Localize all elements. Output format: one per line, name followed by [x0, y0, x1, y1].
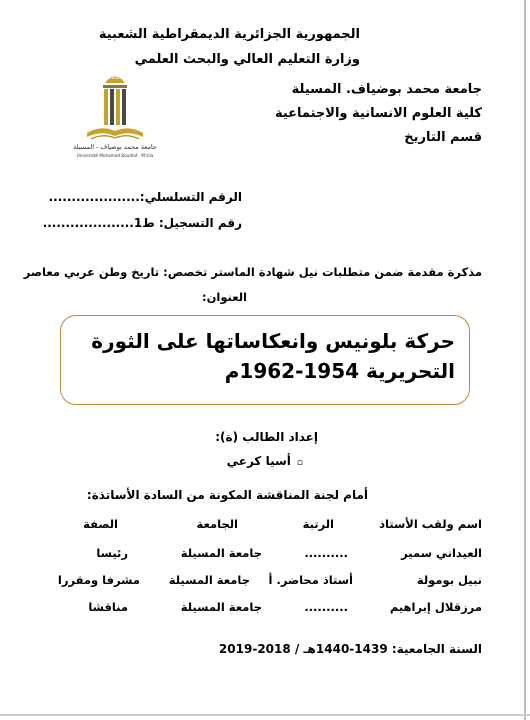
student-label: إعداد الطالب (ة):: [215, 430, 318, 444]
committee-intro: أمام لجنة المناقشة المكونة من السادة الأساتذة:: [86, 488, 368, 502]
republic-line: الجمهورية الجزائرية الديمقراطية الشعبية: [98, 27, 360, 42]
table-row-2-rank: أستاذ محاضر. أ: [268, 573, 353, 587]
table-row-1-role: رئيسا: [96, 546, 128, 560]
academic-year: السنة الجامعية: 1439-1440هـ / 2018-2019: [218, 642, 482, 656]
table-row-3-role: مناقشا: [88, 600, 128, 614]
university-logo: [65, 65, 195, 160]
table-row-3-university: جامعة المسيلة: [180, 600, 262, 614]
title-label: العنوان:: [201, 290, 247, 304]
student-row: [227, 454, 303, 468]
page-border-right: [524, 0, 526, 720]
table-row-2-name: نبيل بومولة: [416, 573, 482, 587]
ministry-line: وزارة التعليم العالي والبحث العلمي: [134, 52, 360, 67]
thesis-title-box: [60, 315, 470, 405]
table-row-2-role: مشرفا ومقررا: [57, 573, 140, 587]
table-row-1-university: جامعة المسيلة: [180, 546, 262, 560]
table-row-1-name: العيداني سمير: [401, 546, 482, 560]
page-border-bottom: [0, 714, 530, 716]
table-row-3-rank: ..........: [304, 600, 348, 614]
serial-number: الرقم التسلسلي:....................: [48, 190, 242, 204]
thesis-intro: مذكرة مقدمة ضمن متطلبات نيل شهادة الماستر تخصص: تاريخ وطن عربي معاصر: [23, 265, 482, 279]
university-line: جامعة محمد بوضياف. المسيلة: [291, 82, 482, 97]
logo-year: 1985: [107, 74, 123, 81]
department-line: قسم التاريخ: [404, 130, 482, 145]
table-row-3-name: مرزقلال إبراهيم: [389, 600, 482, 614]
table-header-university: الجامعة: [196, 517, 238, 531]
table-header-role: الصفة: [83, 517, 118, 531]
table-header-name: اسم ولقب الأستاذ: [379, 517, 482, 531]
table-header-rank: الرتبة: [302, 517, 334, 531]
table-row-2-university: جامعة المسيلة: [168, 573, 250, 587]
logo-name-ar: جامعة محمد بوضياف - المسيلة: [73, 143, 157, 151]
faculty-line: كلية العلوم الانسانية والاجتماعية: [274, 106, 482, 121]
registration-number: رقم التسجيل: ط1....................: [42, 216, 242, 230]
table-row-1-rank: ..........: [304, 546, 348, 560]
logo-name-fr: Université Mohamed Boudiaf - M'sila: [76, 153, 154, 158]
thesis-title: حركة بلونيس وانعكاساتها على الثورة التحريرية 1954-1962م: [91, 329, 455, 383]
student-name: أسيا كرعي: [226, 454, 291, 468]
square-bullet-icon: ▫: [296, 458, 303, 468]
